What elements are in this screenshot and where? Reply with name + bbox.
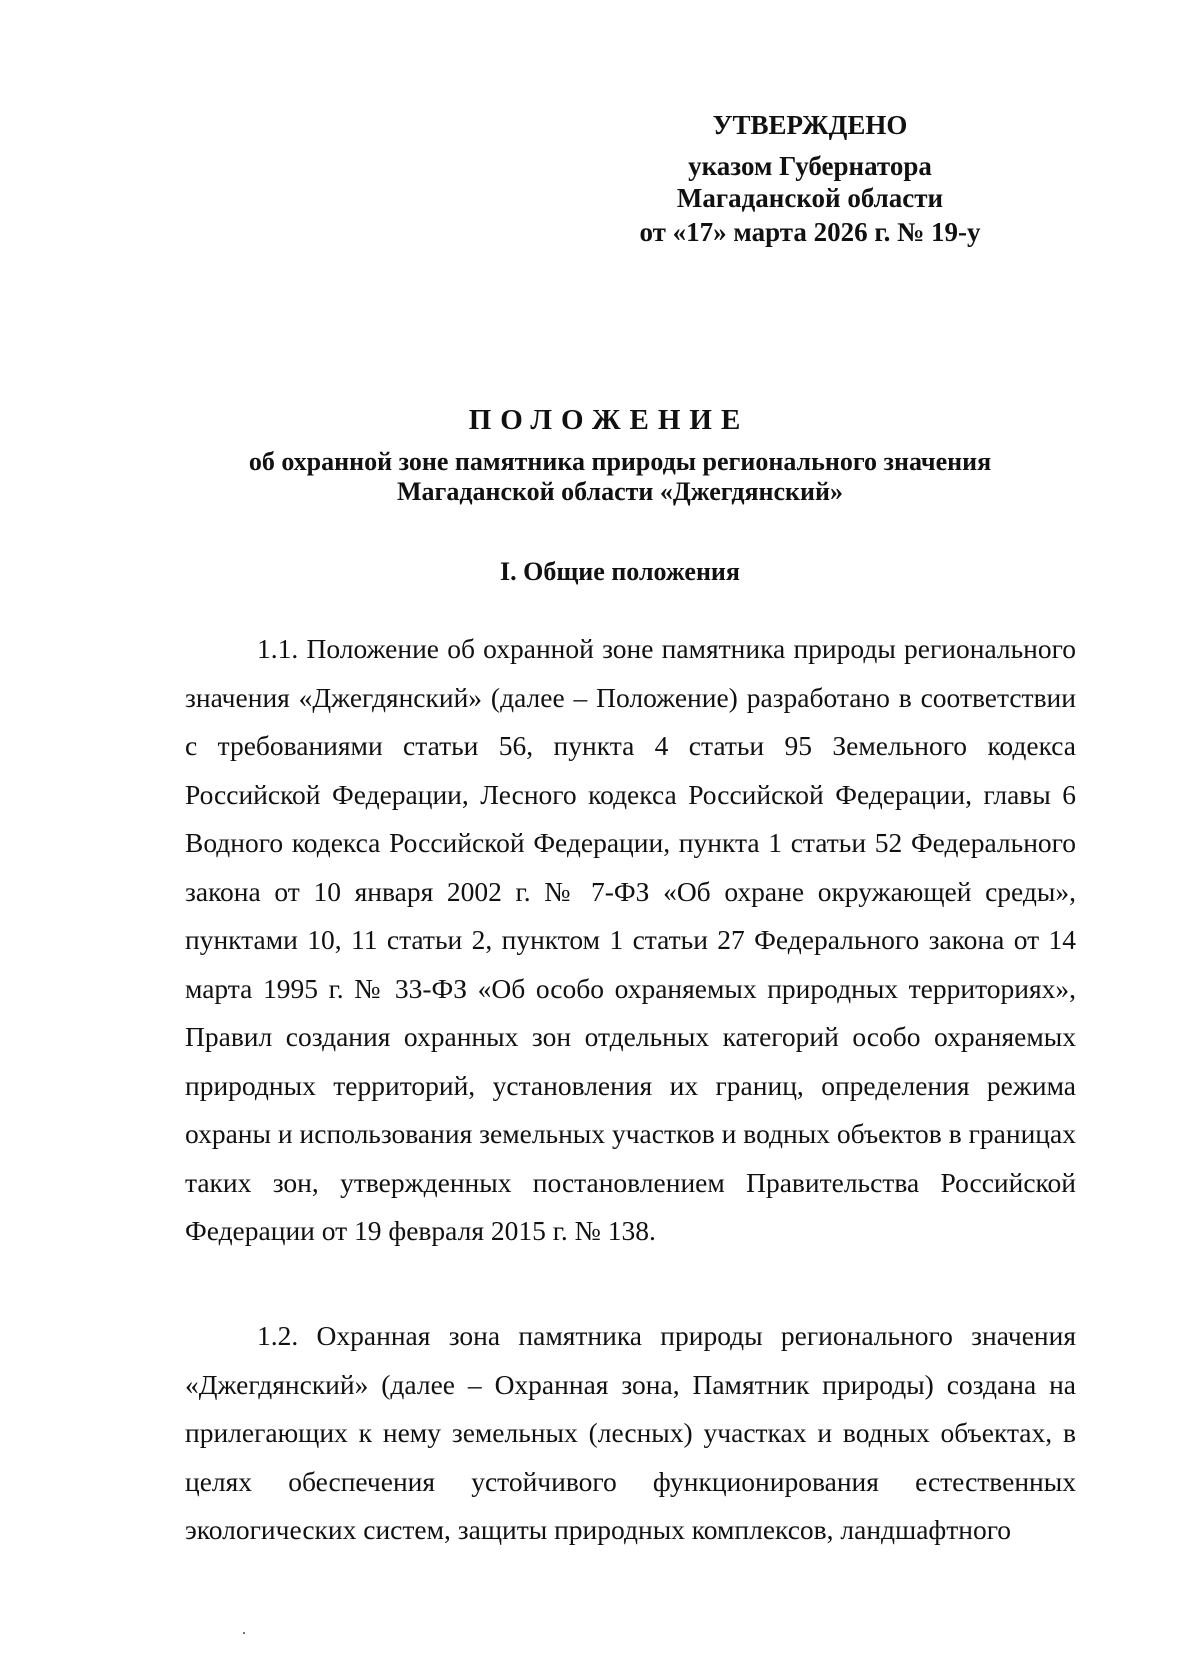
paragraph-1-2: 1.2. Охранная зона памятника природы регионального значения «Джегдянский» (далее – Охранная зона, Памятник природы) создана на прилегающих к нему земельных (лесных) участках и водных объектах, в целях обеспечения устойчивого функционирования естественных экологических систем, защиты природных комплексов, ландшафтного [185,1320,1076,1545]
approval-decree [600,150,1020,214]
approval-decree-line: указом Губернатора [688,151,932,181]
scan-speck [243,1632,245,1634]
document-title: ПОЛОЖЕНИЕ [468,404,750,436]
paragraph-1-1: 1.1. Положение об охранной зоне памятника природы регионального значения «Джегдянский» (далее – Положение) разработано в соответствии с требованиями статьи 56, пункта 4 статьи 95 Земельного кодекса Российской Федерации, Лесного кодекса Российской Федерации, главы 6 Водного кодекса Российской Федерации, пункта 1 статьи 52 Федерального закона от 10 января 2002 г. № 7-ФЗ «Об охране окружающей среды», пунктами 10, 11 статьи 2, пунктом 1 статьи 27 Федерального закона от 14 марта 1995 г. № 33-ФЗ «Об особо охраняемых природных территориях», Правил создания охранных зон отдельных категорий особо охраняемых природных территорий, установления их границ, определения режима охраны и использования земельных участков и водных объектов в границах таких зон, утвержденных постановлением Правительства Российской Федерации от 19 февраля 2015 г. № 138. [185,633,1076,1246]
section-title: I. Общие положения [500,557,740,586]
approval-date [600,216,1020,248]
document-subtitle-line-1: об охранной зоне памятника природы регионального значения [248,447,992,476]
approval-block [600,109,1020,141]
approval-date-number: от «17» марта 2026 г. № 19-у [639,217,981,247]
approval-region-line: Магаданской области [676,183,944,213]
document-subtitle [150,447,1090,507]
approval-heading: УТВЕРЖДЕНО [712,110,908,140]
document-subtitle-line-2: Магаданской области «Джегдянский» [397,477,843,506]
